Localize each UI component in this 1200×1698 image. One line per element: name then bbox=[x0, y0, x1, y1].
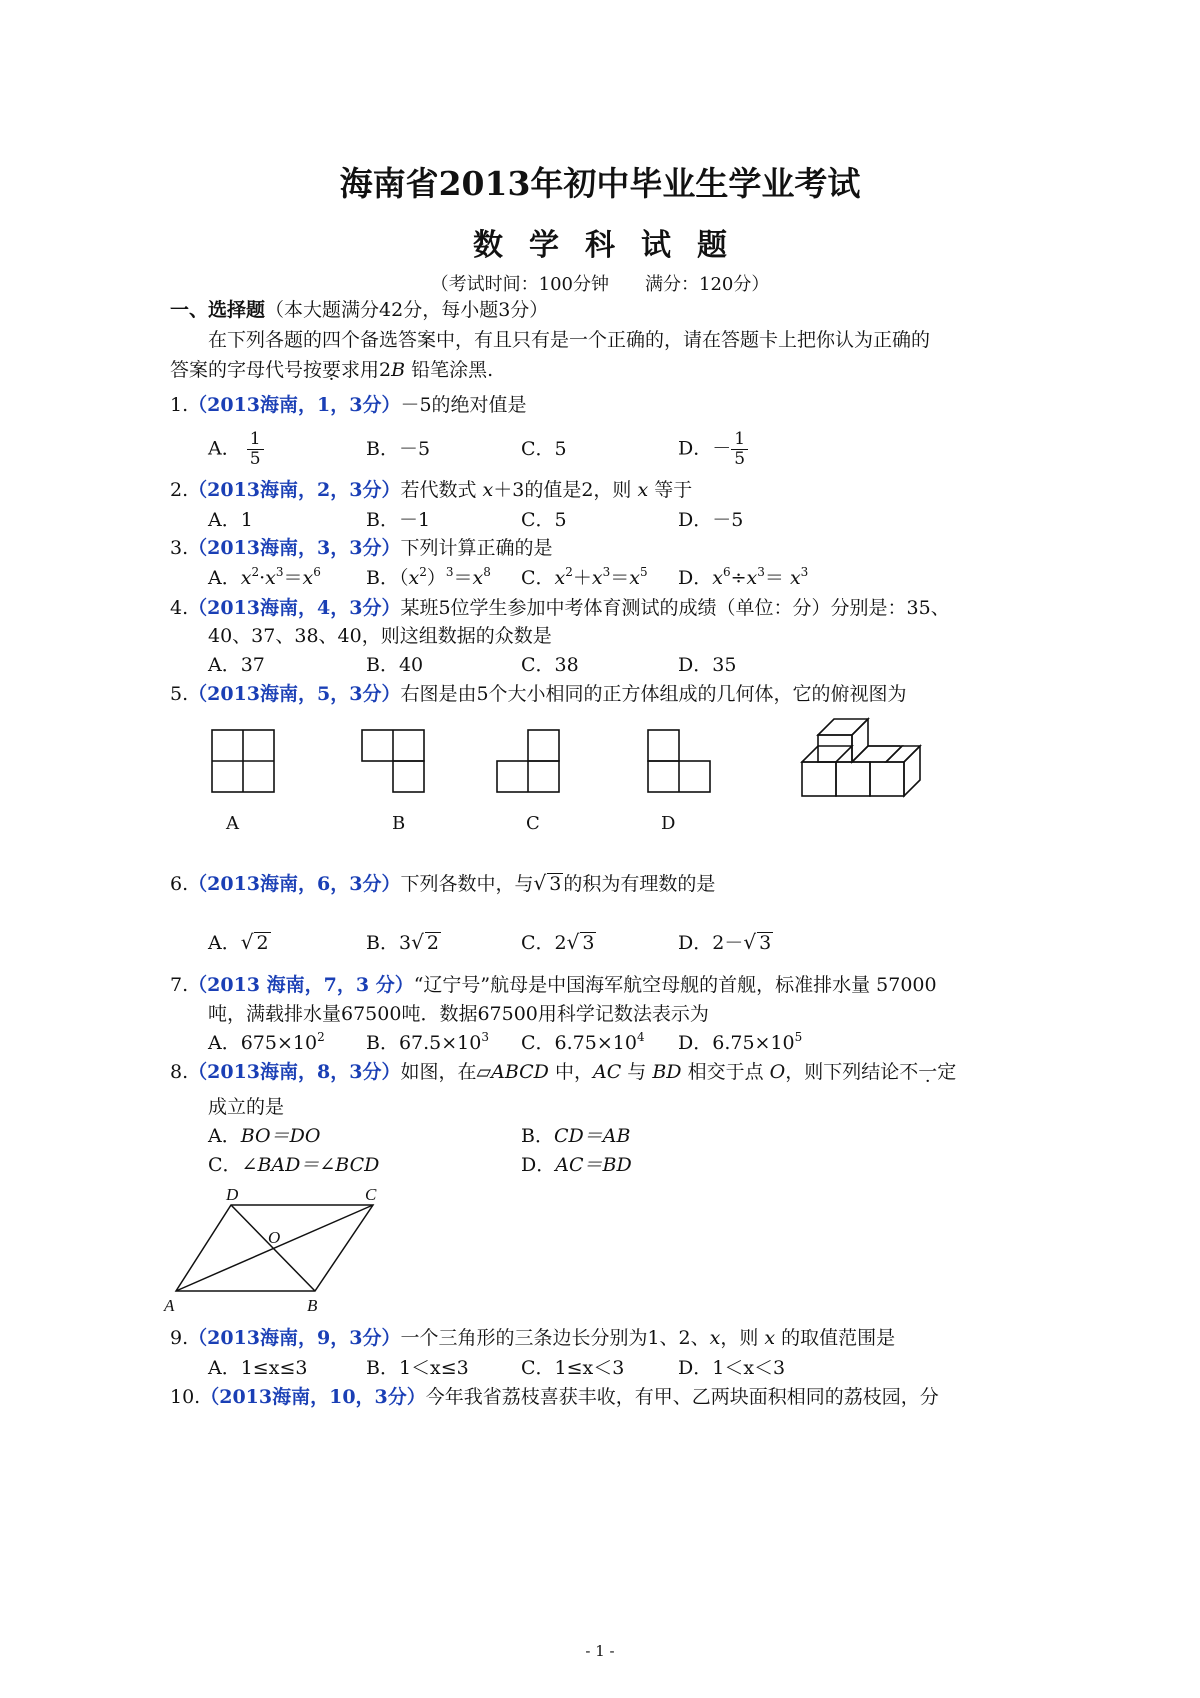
variable: x bbox=[709, 1327, 721, 1349]
question-source-tag: （2013海南，5，3分） bbox=[188, 683, 401, 705]
parallelogram-symbol: ▱ bbox=[476, 1061, 492, 1083]
q5-option-a-figure bbox=[212, 730, 274, 792]
option-text: BO＝DO bbox=[240, 1125, 321, 1147]
option-text: CD＝AB bbox=[553, 1125, 631, 1147]
radical-sign: √ bbox=[240, 930, 254, 954]
q4-option-a: A．37 bbox=[208, 654, 265, 676]
operator: ＋ bbox=[572, 567, 592, 589]
exam-title: 海南省2013年初中毕业生学业考试 bbox=[339, 164, 861, 203]
q1-option-b: B．－5 bbox=[366, 438, 431, 460]
variable: x bbox=[302, 567, 314, 589]
q5-label-c: C bbox=[526, 813, 540, 834]
variable: x bbox=[482, 479, 494, 501]
exponent: 2 bbox=[565, 565, 573, 579]
question-source-tag: （2013海南，3，3分） bbox=[188, 537, 401, 559]
exponent: 8 bbox=[483, 565, 491, 579]
radical-sign: √ bbox=[743, 930, 757, 954]
radicand: 2 bbox=[256, 932, 269, 954]
q2-option-c: C．5 bbox=[521, 509, 567, 531]
question-4-line-2: 40、37、38、40，则这组数据的众数是 bbox=[208, 625, 552, 647]
radicand: 3 bbox=[759, 932, 772, 954]
option-label: A． bbox=[208, 1125, 241, 1147]
operator: ＝ bbox=[283, 567, 303, 589]
exponent: 3 bbox=[275, 565, 284, 579]
question-number: 2. bbox=[170, 479, 189, 501]
instruction-text: B bbox=[391, 359, 406, 381]
question-source-tag: （2013 海南，7，3 分） bbox=[188, 974, 414, 996]
emphasized-text: 按要求 bbox=[303, 359, 361, 381]
question-text: 与 bbox=[621, 1061, 653, 1083]
question-number: 1. bbox=[170, 394, 189, 416]
question-number: 4. bbox=[170, 597, 189, 619]
question-source-tag: （2013海南，1，3分） bbox=[188, 394, 401, 416]
point-label-o: O bbox=[268, 1228, 281, 1247]
q7-option-b bbox=[366, 1030, 489, 1056]
option-label: B． bbox=[366, 567, 399, 589]
q6-option-a bbox=[208, 929, 271, 956]
variable: x bbox=[629, 567, 641, 589]
question-text: 等于 bbox=[648, 479, 693, 501]
vertex-label-a: A bbox=[164, 1296, 175, 1315]
question-number: 7. bbox=[170, 974, 189, 996]
instruction-text: 铅笔涂黑. bbox=[405, 359, 494, 381]
exponent: 3 bbox=[602, 565, 611, 579]
q4-option-b: B．40 bbox=[366, 654, 424, 676]
q7-option-a bbox=[208, 1030, 325, 1056]
question-text: 下列计算正确的是 bbox=[400, 537, 553, 559]
exponent: 3 bbox=[481, 1030, 490, 1044]
question-text: ＋3的值是2，则 bbox=[493, 479, 638, 501]
operator: ＝ bbox=[453, 567, 473, 589]
question-10 bbox=[170, 1384, 939, 1410]
question-text: 一个三角形的三条边长分别为1、2、 bbox=[400, 1327, 710, 1349]
option-text: C．6.75×10 bbox=[521, 1032, 637, 1054]
question-text: 中， bbox=[548, 1061, 593, 1083]
q2-option-d: D．－5 bbox=[678, 509, 744, 531]
variable: O bbox=[769, 1061, 786, 1083]
paren: （ bbox=[398, 567, 409, 589]
variable: x bbox=[240, 567, 252, 589]
radicand: 3 bbox=[549, 873, 562, 895]
q5-cube-solid-figure bbox=[802, 719, 920, 796]
question-7-line-2: 吨，满载排水量67500吨．数据67500用科学记数法表示为 bbox=[208, 1003, 709, 1025]
question-text: 的积为有理数的是 bbox=[563, 873, 716, 895]
option-label: D．－ bbox=[678, 437, 732, 460]
q5-label-a: A bbox=[226, 813, 239, 834]
diagonal-bd bbox=[231, 1205, 315, 1291]
subject-title: 数学科试题 bbox=[473, 228, 753, 263]
question-8-line-2: 成立的是 bbox=[208, 1096, 285, 1118]
q5-option-c-figure bbox=[497, 730, 559, 792]
operator: · bbox=[259, 567, 266, 589]
option-label: B． bbox=[521, 1125, 554, 1147]
q5-label-b: B bbox=[392, 813, 406, 834]
question-text: ，则下列结论 bbox=[785, 1061, 900, 1083]
q6-option-b bbox=[366, 929, 441, 956]
question-source-tag: （2013海南，4，3分） bbox=[188, 597, 401, 619]
q5-option-b-figure bbox=[362, 730, 424, 792]
q9-option-c: C．1≤x＜3 bbox=[521, 1357, 625, 1379]
option-label: C． bbox=[208, 1154, 242, 1176]
q8-option-b bbox=[521, 1123, 630, 1149]
q5-option-d-figure bbox=[648, 730, 710, 792]
exponent: 3 bbox=[445, 565, 454, 579]
q6-option-c bbox=[521, 929, 596, 956]
vertex-label-c: C bbox=[365, 1185, 377, 1204]
q9-option-b: B．1＜x≤3 bbox=[366, 1357, 469, 1379]
variable: x bbox=[764, 1327, 776, 1349]
option-text: D．6.75×10 bbox=[678, 1032, 795, 1054]
operator: ＝ bbox=[610, 567, 630, 589]
full-score: 满分：120分） bbox=[645, 274, 770, 295]
option-text: AC＝BD bbox=[555, 1154, 632, 1176]
variable: AC bbox=[592, 1061, 622, 1083]
question-text: 如图，在 bbox=[400, 1061, 477, 1083]
q6-option-d bbox=[678, 929, 773, 956]
q7-option-c bbox=[521, 1030, 645, 1056]
q8-option-d bbox=[521, 1152, 632, 1178]
parallelogram-figure bbox=[160, 1180, 400, 1320]
radical-sign: √ bbox=[533, 871, 547, 895]
emphasized-text: 不一定 bbox=[899, 1061, 957, 1083]
instruction-text: 用2 bbox=[360, 359, 392, 381]
question-source-tag: （2013海南，6，3分） bbox=[188, 873, 401, 895]
question-source-tag: （2013海南，8，3分） bbox=[188, 1061, 401, 1083]
q9-option-d: D．1＜x＜3 bbox=[678, 1357, 786, 1379]
page-number: - 1 - bbox=[585, 1642, 615, 1660]
question-7 bbox=[170, 972, 937, 998]
exponent: 2 bbox=[251, 565, 260, 579]
variable: x bbox=[472, 567, 484, 589]
variable: x bbox=[591, 567, 603, 589]
option-label: D． bbox=[521, 1154, 556, 1176]
q4-option-d: D．35 bbox=[678, 654, 737, 676]
q5-label-d: D bbox=[661, 813, 676, 834]
question-text: 相交于点 bbox=[681, 1061, 770, 1083]
option-label: A． bbox=[208, 932, 241, 954]
exam-time: （考试时间：100分钟 bbox=[430, 274, 609, 295]
instruction-line-1: 在下列各题的四个备选答案中，有且只有是一个正确的，请在答题卡上把你认为正确的 bbox=[208, 329, 931, 351]
option-text: B．67.5×10 bbox=[366, 1032, 482, 1054]
variable: ABCD bbox=[491, 1061, 549, 1083]
variable: x bbox=[789, 567, 801, 589]
option-label: B．3 bbox=[366, 932, 412, 954]
section-title: 一、选择题 bbox=[170, 299, 266, 321]
question-number: 8. bbox=[170, 1061, 189, 1083]
question-9 bbox=[170, 1325, 895, 1351]
question-text: 某班5位学生参加中考体育测试的成绩（单位：分）分别是：35、 bbox=[400, 597, 950, 619]
option-label: A． bbox=[208, 437, 241, 460]
q8-option-a bbox=[208, 1123, 320, 1149]
question-text: ，则 bbox=[720, 1327, 765, 1349]
question-6 bbox=[170, 870, 715, 897]
variable: x bbox=[746, 567, 758, 589]
question-8 bbox=[170, 1059, 956, 1085]
radical-sign: √ bbox=[411, 930, 424, 954]
variable: x bbox=[408, 567, 420, 589]
option-text: ∠BAD＝∠BCD bbox=[241, 1154, 380, 1176]
radicand: 3 bbox=[582, 932, 595, 954]
numerator: 1 bbox=[247, 430, 264, 450]
question-source-tag: （2013海南，2，3分） bbox=[188, 479, 401, 501]
question-text: 今年我省荔枝喜获丰收，有甲、乙两块面积相同的荔枝园，分 bbox=[425, 1386, 939, 1408]
q2-option-b: B．－1 bbox=[366, 509, 431, 531]
exponent: 2 bbox=[317, 1030, 325, 1044]
question-source-tag: （2013海南，9，3分） bbox=[188, 1327, 401, 1349]
q7-option-d bbox=[678, 1030, 802, 1056]
q4-option-c: C．38 bbox=[521, 654, 579, 676]
question-text: 下列各数中，与 bbox=[400, 873, 534, 895]
exponent: 5 bbox=[794, 1030, 803, 1044]
exponent: 5 bbox=[640, 565, 648, 579]
exponent: 4 bbox=[636, 1030, 645, 1044]
exponent: 6 bbox=[313, 565, 321, 579]
operator: ÷ bbox=[730, 567, 747, 589]
question-text: 右图是由5个大小相同的正方体组成的几何体，它的俯视图为 bbox=[400, 683, 907, 705]
vertex-label-b: B bbox=[307, 1296, 318, 1315]
denominator: 5 bbox=[734, 449, 746, 469]
option-label: C． bbox=[521, 567, 555, 589]
operator: ＝ bbox=[764, 567, 784, 589]
vertex-label-d: D bbox=[226, 1185, 239, 1204]
option-label: D． bbox=[678, 567, 713, 589]
q8-option-c bbox=[208, 1152, 379, 1178]
question-source-tag: （2013海南，10，3分） bbox=[200, 1386, 426, 1408]
question-text: “辽宁号”航母是中国海军航空母舰的首舰，标准排水量 57000 bbox=[413, 974, 937, 996]
option-text: A．675×10 bbox=[208, 1032, 318, 1054]
exponent: 3 bbox=[800, 565, 809, 579]
exponent: 2 bbox=[419, 565, 427, 579]
variable: x bbox=[712, 567, 723, 589]
radical-sign: √ bbox=[566, 930, 580, 954]
question-number: 3. bbox=[170, 537, 189, 559]
paren: ） bbox=[426, 567, 446, 589]
instruction-text: 答案的字母代号 bbox=[170, 359, 304, 381]
numerator: 1 bbox=[731, 430, 748, 450]
question-text: 若代数式 bbox=[400, 479, 483, 501]
denominator: 5 bbox=[249, 449, 261, 469]
q2-option-a: A．1 bbox=[208, 509, 253, 531]
option-label: C．2 bbox=[521, 932, 567, 954]
question-text: 的取值范围是 bbox=[775, 1327, 896, 1349]
option-label: D．2－ bbox=[678, 932, 744, 954]
radicand: 2 bbox=[426, 932, 439, 954]
variable: x bbox=[265, 567, 276, 589]
question-text: －5的绝对值是 bbox=[400, 394, 527, 416]
question-number: 5. bbox=[170, 683, 189, 705]
q1-option-c: C．5 bbox=[521, 438, 567, 460]
variable: x bbox=[637, 479, 649, 501]
question-number: 9. bbox=[170, 1327, 189, 1349]
q9-option-a: A．1≤x≤3 bbox=[208, 1357, 308, 1379]
option-label: A． bbox=[208, 567, 241, 589]
section-note: （本大题满分42分，每小题3分） bbox=[265, 299, 549, 321]
exponent: 6 bbox=[722, 565, 731, 579]
exponent: 3 bbox=[757, 565, 765, 579]
question-number: 6. bbox=[170, 873, 189, 895]
question-number: 10. bbox=[170, 1386, 201, 1408]
variable: BD bbox=[652, 1061, 682, 1083]
variable: x bbox=[554, 567, 566, 589]
